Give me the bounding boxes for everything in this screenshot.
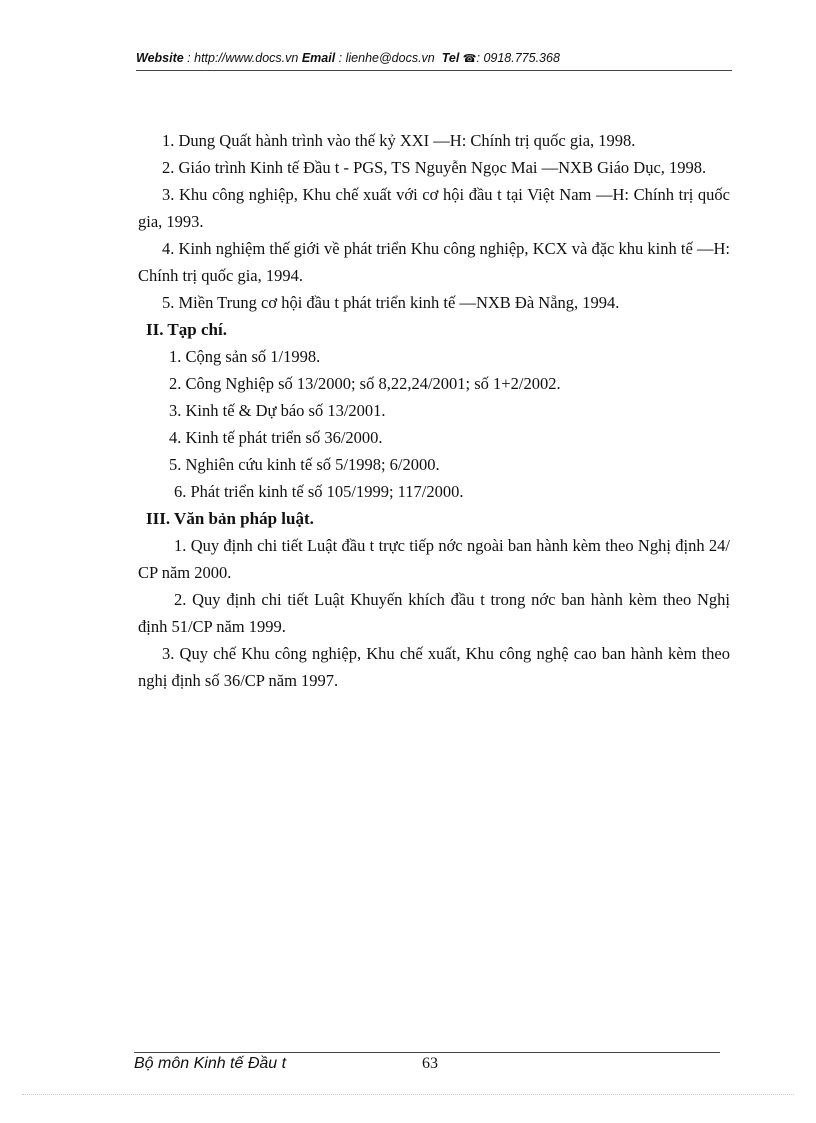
website-separator: :: [183, 51, 195, 65]
journal-item-2: 2. Công Nghiệp số 13/2000; số 8,22,24/2001; số 1+2/2002.: [169, 374, 561, 393]
legal-heading: III. Văn bản pháp luật.: [146, 509, 314, 528]
website-url: http://www.docs.vn: [194, 51, 299, 65]
tel-value: 0918.775.368: [483, 51, 560, 65]
book-item-5: 5. Miền Trung cơ hội đầu t phát triển kinh tế —NXB Đà Nẵng, 1994.: [162, 293, 620, 312]
tel-label: Tel: [441, 51, 460, 65]
page-edge-dotted-line: [22, 1094, 794, 1095]
book-item-3: 3. Khu công nghiệp, Khu chế xuất với cơ hội đầu t tại Việt Nam —H: Chính trị quốc gia, 1993.: [138, 185, 730, 231]
legal-item-1: 1. Quy định chi tiết Luật đầu t trực tiếp nớc ngoài ban hành kèm theo Nghị định 24/ CP năm 2000.: [138, 536, 730, 582]
email-value: lienhe@docs.vn: [345, 51, 435, 65]
tel-separator: :: [476, 51, 484, 65]
footer-department: Bộ môn Kinh tế Đầu t: [134, 1055, 287, 1072]
legal-item-2: 2. Quy định chi tiết Luật Khuyến khích đầu t trong nớc ban hành kèm theo Nghị định 51/CP năm 1999.: [138, 590, 730, 636]
page-number: 63: [422, 1055, 438, 1072]
references-body: [138, 127, 730, 694]
header-divider: [136, 70, 732, 71]
phone-icon: ☎: [462, 53, 477, 65]
website-label: Website: [136, 51, 184, 65]
journals-heading: II. Tạp chí.: [146, 320, 227, 339]
book-item-2: 2. Giáo trình Kinh tế Đầu t - PGS, TS Nguyễn Ngọc Mai —NXB Giáo Dục, 1998.: [162, 158, 707, 177]
email-separator: :: [335, 51, 346, 65]
book-item-4: 4. Kinh nghiệm thế giới về phát triển Khu công nghiệp, KCX và đặc khu kinh tế —H: Chính trị quốc gia, 1994.: [138, 239, 730, 285]
footer-divider: [134, 1052, 720, 1053]
journal-item-3: 3. Kinh tế & Dự báo số 13/2001.: [169, 401, 386, 420]
journal-item-5: 5. Nghiên cứu kinh tế số 5/1998; 6/2000.: [169, 455, 440, 474]
page-header: [136, 51, 732, 71]
journal-item-4: 4. Kinh tế phát triển số 36/2000.: [169, 428, 383, 447]
journal-item-1: 1. Cộng sản số 1/1998.: [169, 347, 321, 366]
journal-item-6: 6. Phát triển kinh tế số 105/1999; 117/2000.: [174, 482, 464, 501]
email-label: Email: [301, 51, 336, 65]
legal-item-3: 3. Quy chế Khu công nghiệp, Khu chế xuất, Khu công nghệ cao ban hành kèm theo nghị định số 36/CP năm 1997.: [138, 644, 730, 690]
book-item-1: 1. Dung Quất hành trình vào thế kỷ XXI —H: Chính trị quốc gia, 1998.: [162, 131, 636, 150]
